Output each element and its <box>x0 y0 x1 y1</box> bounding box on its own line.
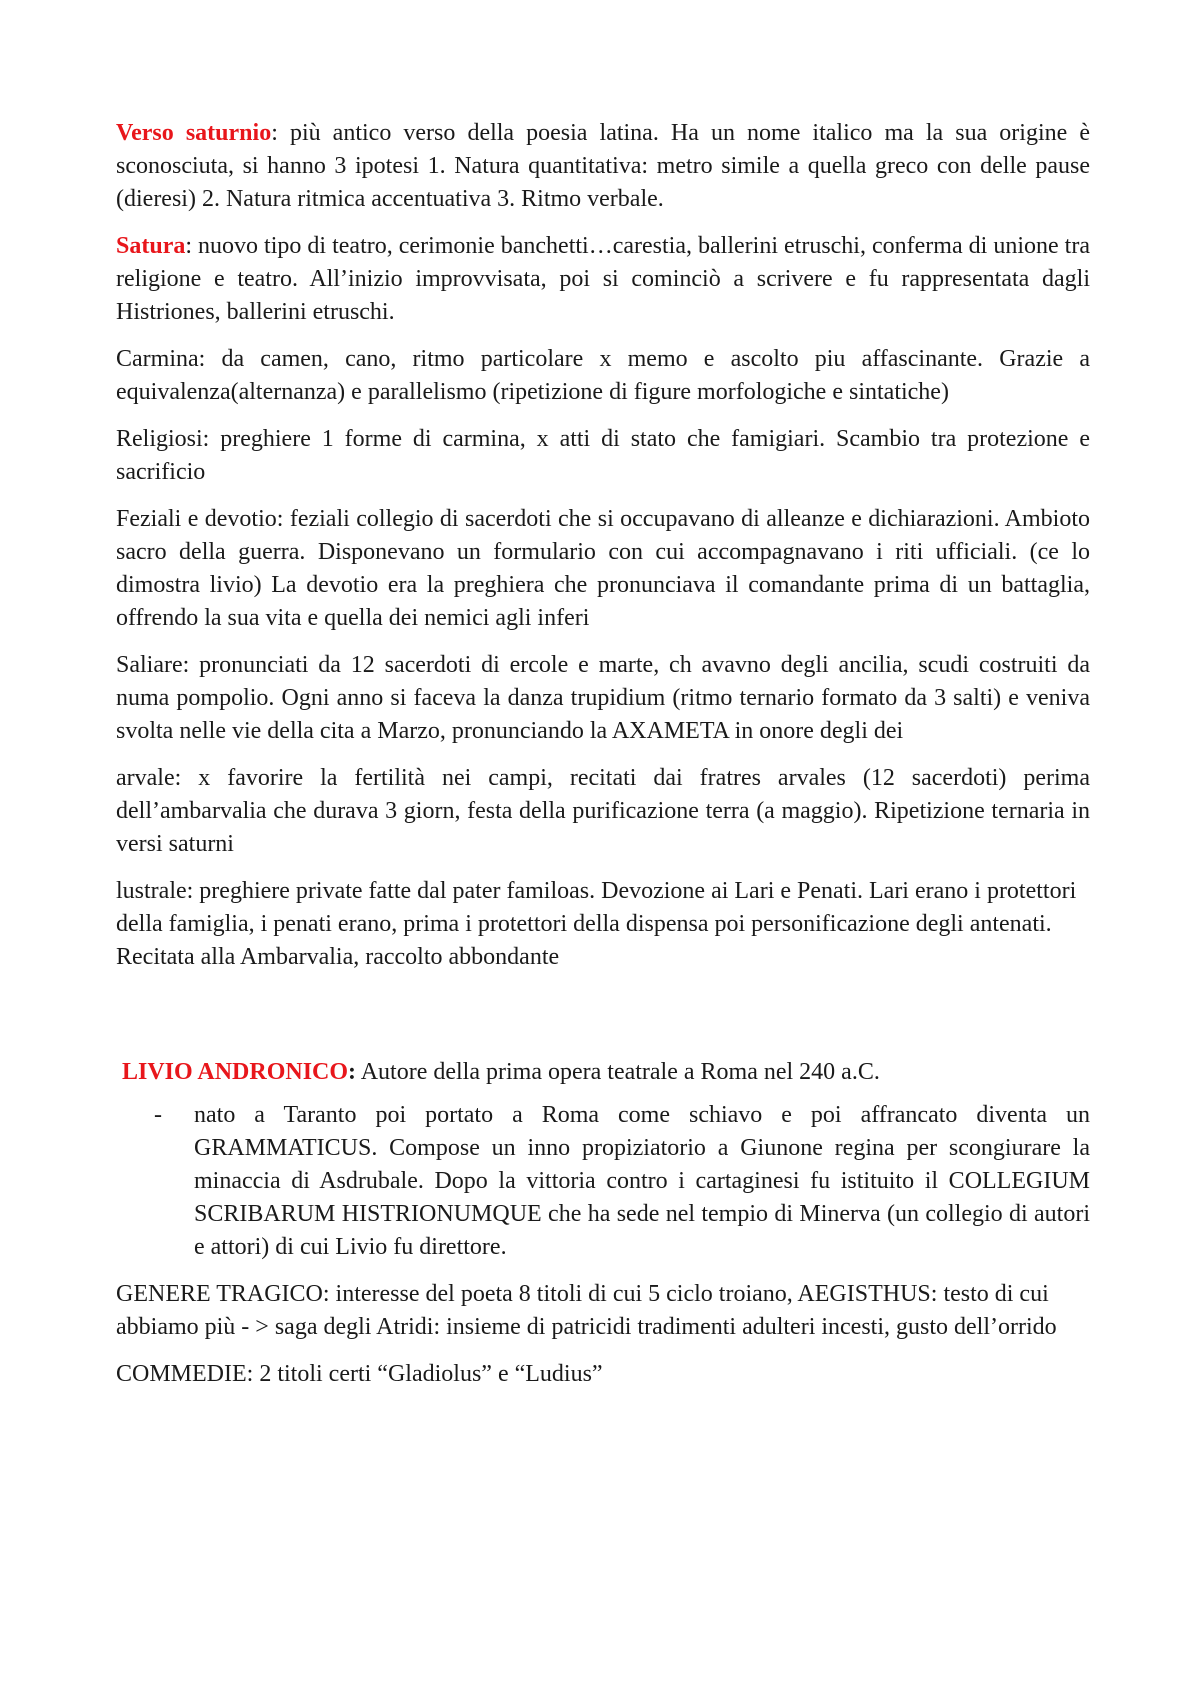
heading-colon: : <box>348 1059 357 1085</box>
term-livio-andronico: LIVIO ANDRONICO <box>122 1059 349 1085</box>
paragraph-satura <box>116 230 1090 329</box>
bullet-list <box>116 1099 1090 1264</box>
paragraph-religiosi: Religiosi: preghiere 1 forme di carmina, x atti di stato che famigiari. Scambio tra protezione e sacrificio <box>116 426 1090 485</box>
paragraph-feziali: Feziali e devotio: feziali collegio di sacerdoti che si occupavano di alleanze e dichiarazioni. Ambioto sacro della guerra. Disponevano un formulario con cui accompagnavano i riti ufficiali. (ce lo dimostra livio) La devotio era la preghiera che pronunciava il comandante prima di un battaglia, offrendo la sua vita e quella dei nemici agli inferi <box>116 506 1090 631</box>
bullet-text: nato a Taranto poi portato a Roma come schiavo e poi affrancato diventa un GRAMMATICUS. Compose un inno propiziatorio a Giunone regina per scongiurare la minaccia di Asdrubale. Dopo la vittoria contro i cartaginesi fu istituito il COLLEGIUM SCRIBARUM HISTRIONUMQUE che ha sede nel tempio di Minerva (un collegio di autori e attori) di cui Livio fu direttore. <box>194 1102 1090 1260</box>
bullet-marker: - <box>154 1102 162 1128</box>
paragraph-text: : nuovo tipo di teatro, cerimonie banchetti…carestia, ballerini etruschi, conferma di unione tra religione e teatro. All’inizio improvvisata, poi si cominciò a scrivere e fu rappresentata dagli Histriones, ballerini etruschi. <box>116 233 1090 325</box>
paragraph-arvale: arvale: x favorire la fertilità nei campi, recitati dai fratres arvales (12 sacerdoti) perima dell’ambarvalia che durava 3 giorn, festa della purificazione terra (a maggio). Ripetizione ternaria in versi saturni <box>116 765 1090 857</box>
paragraph-text: : più antico verso della poesia latina. Ha un nome italico ma la sua origine è sconosciuta, si hanno 3 ipotesi 1. Natura quantitativa: metro simile a quella greco con delle pause (dieresi) 2. Natura ritmica accentuativa 3. Ritmo verbale. <box>116 120 1090 212</box>
paragraph-commedie: COMMEDIE: 2 titoli certi “Gladiolus” e “Ludius” <box>116 1361 603 1387</box>
paragraph-carmina: Carmina: da camen, cano, ritmo particolare x memo e ascolto piu affascinante. Grazie a equivalenza(alternanza) e parallelismo (ripetizione di figure morfologiche e sintatiche) <box>116 346 1090 405</box>
term-verso-saturnio: Verso saturnio <box>116 120 272 146</box>
paragraph-saliare: Saliare: pronunciati da 12 sacerdoti di ercole e marte, ch avavno degli ancilia, scudi costruiti da numa pompolio. Ogni anno si faceva la danza trupidium (ritmo ternario formato da 3 salti) e veniva svolta nelle vie della cita a Marzo, pronunciando la AXAMETA in onore degli dei <box>116 652 1090 744</box>
term-satura: Satura <box>116 233 186 259</box>
section-spacer <box>116 988 1090 1056</box>
document-body <box>116 117 1090 1405</box>
paragraph-verso-saturnio <box>116 117 1090 216</box>
paragraph-genere-tragico: GENERE TRAGICO: interesse del poeta 8 titoli di cui 5 ciclo troiano, AEGISTHUS: testo di cui abbiamo più - > saga degli Atridi: insieme di patricidi tradimenti adulteri incesti, gusto dell’orrido <box>116 1281 1057 1340</box>
paragraph-lustrale: lustrale: preghiere private fatte dal pater familoas. Devozione ai Lari e Penati. Lari erano i protettori della famiglia, i penati erano, prima i protettori della dispensa poi personificazione degli antenati. Recitata alla Ambarvalia, raccolto abbondante <box>116 878 1077 970</box>
heading-text: Autore della prima opera teatrale a Roma nel 240 a.C. <box>356 1059 880 1085</box>
heading-livio-andronico <box>122 1056 1090 1089</box>
list-item <box>116 1099 1090 1264</box>
